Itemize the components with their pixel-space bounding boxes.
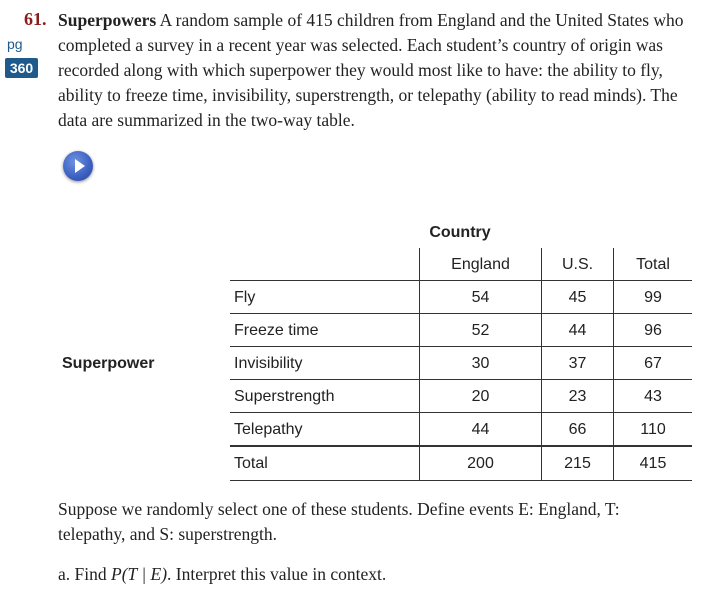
problem-title: Superpowers (58, 10, 157, 30)
column-header-us: U.S. (561, 256, 594, 273)
table-cell: 37 (568, 355, 587, 372)
part-a-prefix: Find (74, 564, 112, 584)
row-label: Fly (234, 289, 256, 306)
table-cell: 44 (471, 421, 490, 438)
table-cell: 20 (471, 388, 490, 405)
table-cell: 52 (471, 322, 490, 339)
table-rule (230, 480, 692, 481)
column-group-title: Country (429, 224, 491, 241)
part-a-suffix: . Interpret this value in context. (167, 564, 387, 584)
table-cell: 96 (644, 322, 662, 339)
problem-statement (58, 8, 688, 133)
row-label: Telepathy (234, 421, 303, 438)
column-header-total: Total (636, 256, 670, 273)
problem-number: 61. (24, 9, 47, 29)
page-number-badge[interactable]: 360 (5, 58, 38, 78)
table-rule (230, 280, 692, 281)
column-divider (419, 248, 420, 480)
table-cell: 23 (568, 388, 587, 405)
table-rule (230, 412, 692, 413)
question-part-a (58, 562, 386, 587)
table-rule (230, 313, 692, 314)
total-cell: 215 (564, 455, 591, 472)
problem-body: A random sample of 415 children from England and the United States who completed a survey in a recent year was selected. Each student’s country of origin was recorded along with which superpower they would most like to have: the ability to fly, ability to freeze time, invisibility, superstrength, or telepathy (ability to read minds). The data are summarized in the two-way table. (58, 10, 684, 130)
table-rule (230, 379, 692, 380)
column-header-england: England (451, 256, 510, 273)
table-cell: 43 (644, 388, 662, 405)
table-cell: 110 (640, 421, 666, 438)
table-cell: 54 (471, 289, 490, 306)
total-row-label: Total (234, 455, 268, 472)
table-rule (230, 346, 692, 347)
part-a-expression: P(T | E) (111, 564, 168, 584)
column-divider (541, 248, 542, 480)
total-cell: 200 (467, 455, 494, 472)
row-label: Superstrength (234, 388, 335, 405)
table-cell: 99 (644, 289, 662, 306)
table-cell: 30 (471, 355, 490, 372)
row-group-title: Superpower (62, 355, 155, 372)
table-cell: 67 (644, 355, 662, 372)
page-reference-prefix: pg (7, 36, 23, 52)
total-cell: 415 (639, 455, 667, 472)
question-setup: Suppose we randomly select one of these students. Define events E: England, T: telepathy, and S: superstrength. (58, 499, 620, 544)
table-cell: 45 (568, 289, 587, 306)
table-cell: 66 (568, 421, 587, 438)
part-a-label: a. (58, 564, 71, 584)
row-label: Freeze time (234, 322, 319, 339)
row-label: Invisibility (234, 355, 303, 372)
table-cell: 44 (568, 322, 587, 339)
play-video-button[interactable] (63, 151, 93, 181)
table-rule (230, 445, 692, 447)
column-divider (613, 248, 614, 480)
